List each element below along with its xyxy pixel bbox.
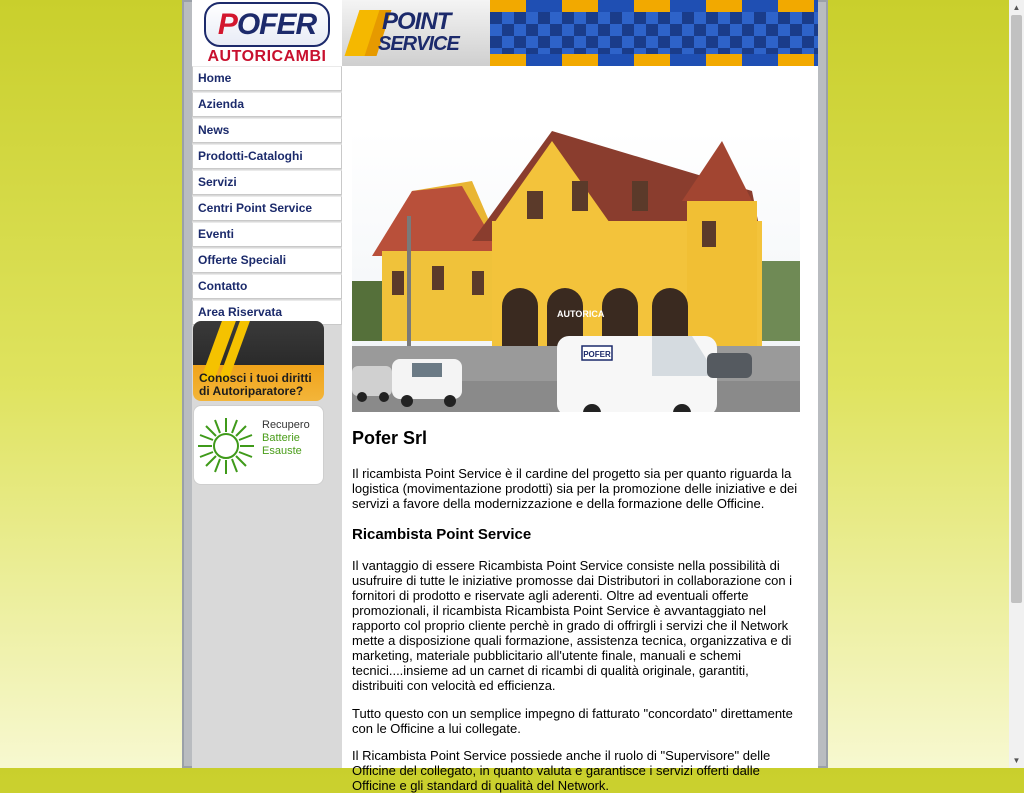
checkered-pattern	[490, 12, 818, 54]
scroll-up-arrow-icon[interactable]: ▲	[1012, 3, 1021, 12]
battery-recycling-banner[interactable]	[193, 405, 324, 485]
nav-item-eventi[interactable]: Eventi	[192, 222, 342, 247]
nav-item-offerte-speciali[interactable]: Offerte Speciali	[192, 248, 342, 273]
battery-banner-text	[262, 419, 310, 458]
nav-item-news[interactable]: News	[192, 118, 342, 143]
header-banner	[342, 0, 818, 66]
rights-banner-line-2: di Autoriparatore?	[199, 384, 304, 398]
page-title: Pofer Srl	[352, 428, 428, 448]
nav-item-prodotti-cataloghi[interactable]: Prodotti-Cataloghi	[192, 144, 342, 169]
building-photo-illustration	[352, 131, 800, 412]
rights-banner-line-1: Conosci i tuoi diritti	[199, 371, 312, 385]
point-service-logo-word-2: SERVICE	[378, 33, 459, 55]
van-logo-text: POFER	[583, 350, 611, 359]
pofer-logo-letter: P	[217, 7, 237, 41]
sidebar	[192, 0, 342, 768]
supervisor-paragraph: Il Ricambista Point Service possiede anche il ruolo di "Supervisore" delle Officine del collegato, in quanto valuta e garantisce i servizi offerti dalle Officine e gli standard di qualità del Network.	[352, 748, 771, 793]
intro-paragraph: Il ricambista Point Service è il cardine del progetto sia per quanto riguarda la logistica (movimentazione prodotti) sia per la promozione delle iniziative e dei servizi a favore della modernizzazione e della formazione delle Officine.	[352, 466, 798, 511]
company-building-photo	[352, 131, 800, 412]
section-heading: Ricambista Point Service	[352, 526, 532, 543]
recycling-sun-icon	[196, 416, 256, 476]
advantages-paragraph: Il vantaggio di essere Ricambista Point Service consiste nella possibilità di usufruire di tutte le iniziative promosse dai Distributori in collaborazione con i fornitori di prodotto e riservate agli aderenti. Oltre ad eventuali offerte promozionali, il ricambista Ricambista Point Service è avvantaggiato nel rapporto col proprio cliente perchè in grado di offrirgli i servizi che il Network mette a disposizione quali formazione, assistenza tecnica, organizzativa e di marketing, materiale pubblicitario all'utente finale, manuali e schemi tecnici....insieme ad un carnet di ricambi di qualità originale, garantiti, distribuiti con velocità ed efficienza.	[352, 558, 793, 693]
checkered-header-graphic	[490, 0, 818, 66]
building-sign-text: AUTORICA	[557, 309, 605, 319]
nav-item-area-riservata[interactable]: Area Riservata	[192, 300, 342, 325]
page-container	[192, 0, 818, 793]
vertical-scrollbar[interactable]	[1009, 0, 1024, 768]
scroll-down-arrow-icon[interactable]: ▼	[1012, 756, 1021, 765]
scrollbar-thumb[interactable]	[1011, 15, 1022, 603]
point-service-logo[interactable]	[342, 0, 490, 66]
pofer-logo-subtitle: AUTORICAMBI	[207, 48, 327, 65]
commitment-paragraph: Tutto questo con un semplice impegno di fatturato "concordato" direttamente con le Officine a lui collegate.	[352, 706, 793, 736]
battery-banner-line-1: Recupero	[262, 419, 310, 431]
battery-banner-line-3: Esauste	[262, 445, 302, 457]
pofer-logo[interactable]	[192, 0, 342, 66]
point-service-logo-word-1: POINT	[382, 8, 451, 35]
rights-banner-text	[199, 372, 323, 398]
main-nav	[192, 66, 342, 326]
pofer-logo-mark	[204, 2, 330, 47]
nav-item-servizi[interactable]: Servizi	[192, 170, 342, 195]
battery-banner-line-2: Batterie	[262, 432, 300, 444]
pofer-logo-word: OFER	[236, 7, 317, 41]
nav-item-centri-point-service[interactable]: Centri Point Service	[192, 196, 342, 221]
rights-banner[interactable]	[193, 321, 324, 401]
nav-item-contatto[interactable]: Contatto	[192, 274, 342, 299]
nav-item-home[interactable]: Home	[192, 66, 342, 91]
nav-item-azienda[interactable]: Azienda	[192, 92, 342, 117]
